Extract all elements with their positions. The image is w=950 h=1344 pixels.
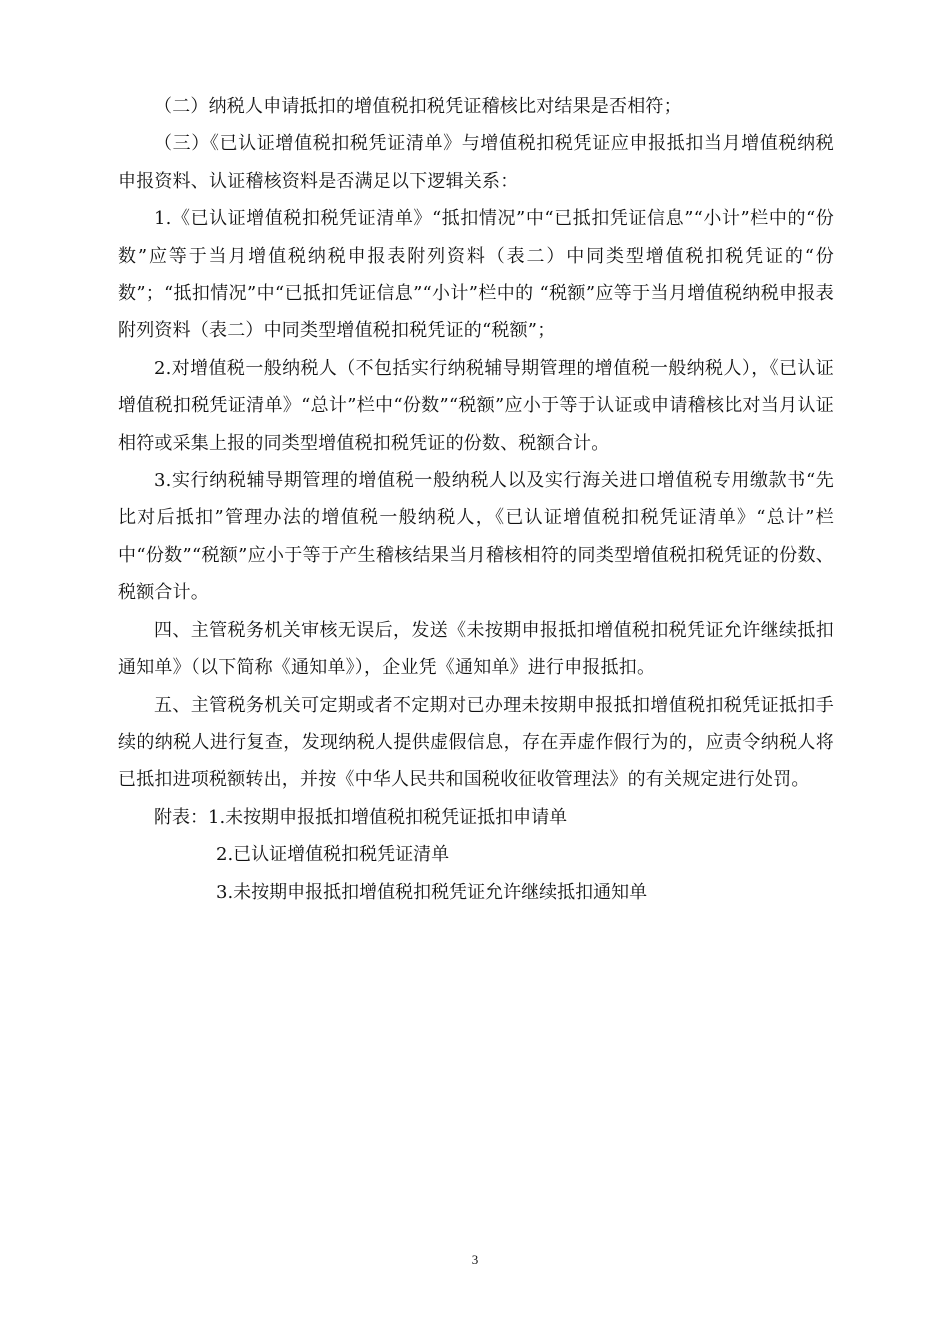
paragraph-section-4: 四、主管税务机关审核无误后，发送《未按期申报抵扣增值税扣税凭证允许继续抵扣通知单》（以下简称《通知单》），企业凭《通知单》进行申报抵扣。: [118, 619, 834, 679]
paragraph-rule-2: 2.对增值税一般纳税人（不包括实行纳税辅导期管理的增值税一般纳税人），《已认证增值税扣税凭证清单》“总计”栏中“份数”“税额”应小于等于认证或申请稽核比对当月认证相符或采集上报的同类型增值税扣税凭证的份数、税额合计。: [118, 357, 834, 454]
attachments-label: 附表：: [154, 806, 208, 828]
attachment-item-2: 2.已认证增值税扣税凭证清单: [216, 844, 450, 866]
paragraph-verification-result: （二）纳税人申请抵扣的增值税扣税凭证稽核比对结果是否相符；: [154, 96, 682, 117]
attachments-list: [118, 799, 834, 911]
attachment-item-3: 3.未按期申报抵扣增值税扣税凭证允许继续抵扣通知单: [216, 881, 648, 903]
attachment-item-1: 附表：1.未按期申报抵扣增值税扣税凭证抵扣申请单: [154, 806, 568, 828]
page-number: 3: [471, 1252, 479, 1267]
paragraph-rule-3: 3.实行纳税辅导期管理的增值税一般纳税人以及实行海关进口增值税专用缴款书“先比对后抵扣”管理办法的增值税一般纳税人，《已认证增值税扣税凭证清单》“总计”栏中“份数”“税额”应小于等于产生稽核结果当月稽核相符的同类型增值税扣税凭证的份数、税额合计。: [118, 470, 834, 604]
paragraph-section-5: 五、主管税务机关可定期或者不定期对已办理未按期申报抵扣增值税扣税凭证抵扣手续的纳税人进行复查，发现纳税人提供虚假信息，存在弄虚作假行为的，应责令纳税人将已抵扣进项税额转出，并按《中华人民共和国税收征收管理法》的有关规定进行处罚。: [118, 694, 834, 791]
paragraph-rule-1: 1.《已认证增值税扣税凭证清单》“抵扣情况”中“已抵扣凭证信息”“小计”栏中的“份数”应等于当月增值税纳税申报表附列资料（表二）中同类型增值税扣税凭证的“份数”；“抵扣情况”中“已抵扣凭证信息”“小计”栏中的 “税额”应等于当月增值税纳税申报表附列资料（表二）中同类型增值税扣税凭证的“税额”；: [118, 208, 834, 342]
paragraph-logic-relations: （三）《已认证增值税扣税凭证清单》与增值税扣税凭证应申报抵扣当月增值税纳税申报资料、认证稽核资料是否满足以下逻辑关系：: [118, 133, 834, 192]
document-body: [118, 88, 834, 911]
